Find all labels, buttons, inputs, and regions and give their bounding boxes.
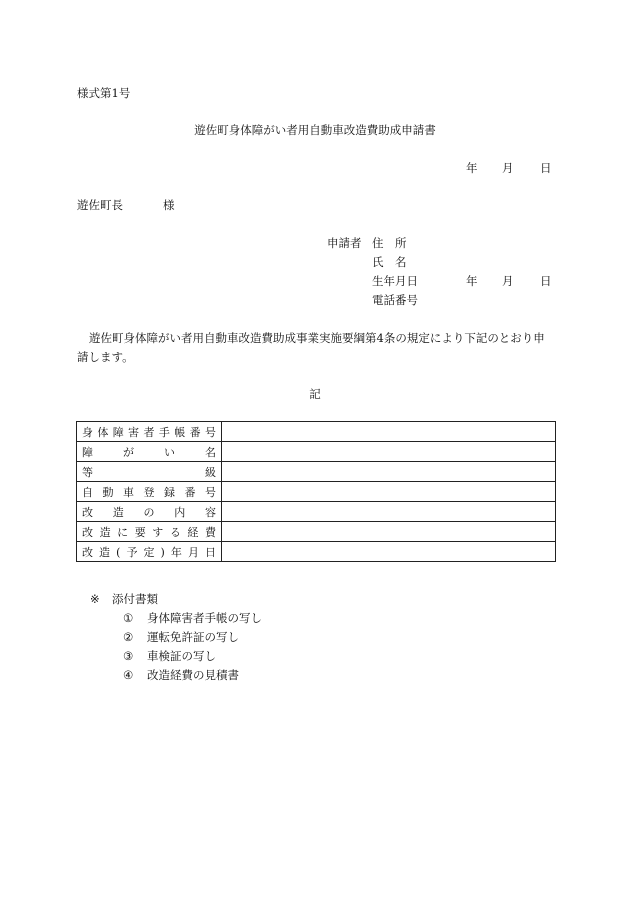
table-row — [77, 522, 556, 542]
attachment-item — [123, 667, 239, 683]
table-value-field[interactable] — [222, 522, 556, 542]
table-value-field[interactable] — [222, 502, 556, 522]
addressee-honorific: 様 — [163, 198, 175, 212]
table-label: 身体障害者手帳番号 — [77, 422, 222, 442]
addressee — [77, 197, 175, 213]
attachment-text: 運転免許証の写し — [147, 630, 239, 644]
ki-heading: 記 — [309, 387, 321, 401]
attachment-number: ② — [123, 630, 134, 644]
table-label: 等級 — [77, 462, 222, 482]
table-row — [77, 422, 556, 442]
table-label: 改造の内容 — [77, 502, 222, 522]
attachment-number: ④ — [123, 668, 134, 682]
table-label: 自動車登録番号 — [77, 482, 222, 502]
table-value-field[interactable] — [222, 442, 556, 462]
phone-label: 電話番号 — [372, 293, 418, 307]
addressee-name: 遊佐町長 — [77, 198, 123, 212]
note-mark: ※ — [90, 592, 100, 606]
dob-label: 生年月日 — [372, 274, 418, 288]
table-row — [77, 442, 556, 462]
dob-year: 年 — [466, 274, 478, 288]
date-month: 月 — [502, 161, 514, 175]
info-table — [76, 421, 556, 562]
dob-day: 日 — [540, 274, 552, 288]
attachment-number: ③ — [123, 649, 134, 663]
attachment-item — [123, 629, 239, 645]
applicant-label: 申請者 — [327, 236, 362, 250]
table-row — [77, 502, 556, 522]
document-title: 遊佐町身体障がい者用自動車改造費助成申請書 — [194, 123, 436, 137]
attachment-item — [123, 610, 262, 626]
table-value-field[interactable] — [222, 542, 556, 562]
date-day: 日 — [540, 161, 552, 175]
form-number: 様式第1号 — [77, 86, 131, 100]
table-label: 改造に要する経費 — [77, 522, 222, 542]
attachment-text: 身体障害者手帳の写し — [147, 611, 262, 625]
table-row — [77, 462, 556, 482]
name-label: 氏 名 — [372, 255, 407, 269]
date-year: 年 — [466, 161, 478, 175]
dob-month: 月 — [502, 274, 514, 288]
table-value-field[interactable] — [222, 482, 556, 502]
table-label: 障がい名 — [77, 442, 222, 462]
address-label: 住 所 — [372, 236, 407, 250]
date-line — [466, 160, 552, 176]
attachment-text: 改造経費の見積書 — [147, 668, 239, 682]
attachment-text: 車検証の写し — [147, 649, 216, 663]
attachments-heading-text: 添付書類 — [112, 592, 158, 606]
table-row — [77, 542, 556, 562]
table-label: 改造(予定)年月日 — [77, 542, 222, 562]
attachment-number: ① — [123, 611, 134, 625]
attachment-item — [123, 648, 216, 664]
attachments-heading — [90, 591, 158, 607]
body-text: 遊佐町身体障がい者用自動車改造費助成事業実施要綱第4条の規定により下記のとおり申請します。 — [77, 331, 545, 364]
table-value-field[interactable] — [222, 462, 556, 482]
table-value-field[interactable] — [222, 422, 556, 442]
table-row — [77, 482, 556, 502]
